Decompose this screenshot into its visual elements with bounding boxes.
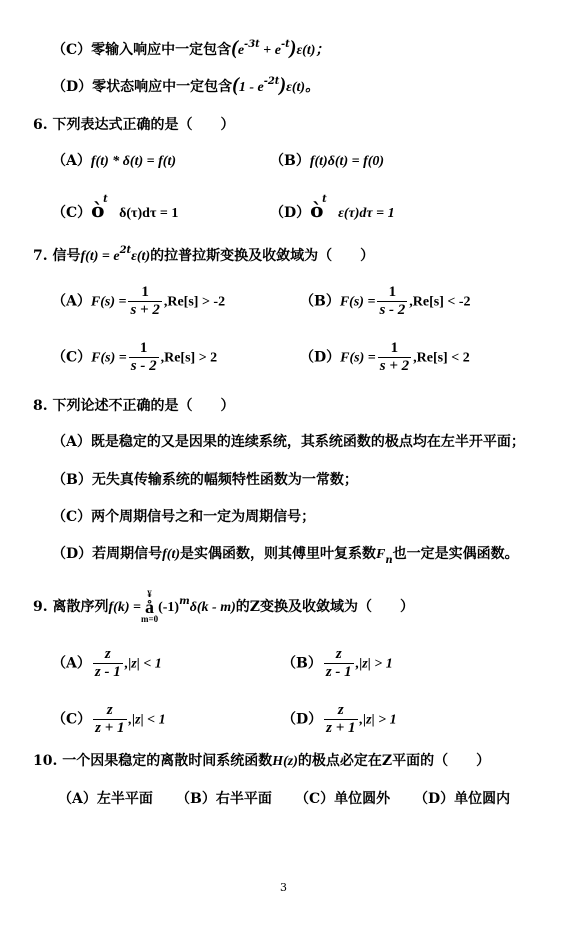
q9-option-d: （D） $\frac{z}{z + 1}$ ,|z| > 1 — [282, 702, 397, 736]
q7-option-a: （A）F(s) = $\frac{1}{s + 2}$ ,Re[s] > -2 — [52, 284, 226, 318]
q7-stem: 7. 信号$f(t) = e^{2t}\varepsilon(t)$的拉普拉斯变换及收敛域为（ ） — [33, 245, 375, 264]
q9-stem: 9. 离散序列f(k) =¥ å $m=0(-1)^m\delta(k - m)$的Z变换及收敛域为（ ） — [33, 589, 414, 624]
fraction: $\frac{1}{s - 2}$ — [379, 284, 406, 318]
q8-stem: 8. 下列论述不正确的是（ ） — [33, 398, 235, 414]
fraction: $\frac{1}{s + 2}$ — [379, 340, 410, 374]
q6-option-d: （D）ò t ε(τ)dτ = 1 — [270, 194, 395, 222]
q10-option-c: （C）单位圆外 — [295, 791, 391, 807]
q8-option-d: （D）若周期信号f(t)是实偶函数，则其傅里叶复系数$F_n$也一定是实偶函数。 — [52, 546, 519, 566]
integral-symbol: ò t — [91, 194, 108, 222]
fraction: $\frac{z}{z - 1}$ — [94, 646, 121, 680]
q10-stem: 10. 一个因果稳定的离散时间系统函数H(z)的极点必定在Z平面的（ ） — [33, 753, 491, 769]
q8-option-c: （C）两个周期信号之和一定为周期信号； — [52, 509, 316, 525]
q9-option-b: （B） $\frac{z}{z - 1}$ ,|z| > 1 — [282, 646, 393, 680]
fraction: $\frac{1}{s - 2}$ — [130, 340, 157, 374]
fraction: $\frac{1}{s + 2}$ — [130, 284, 160, 318]
fraction: $\frac{z}{z + 1}$ — [95, 702, 125, 736]
q5-option-d: （D）零状态响应中一定包含$(1 - e^{-2t})\varepsilon(t)$。 — [52, 74, 320, 96]
q6-option-b: （B）f(t)δ(t) = f(0) — [270, 153, 385, 169]
q8-option-a: （A）既是稳定的又是因果的连续系统，其系统函数的极点均在左半开平面； — [52, 434, 525, 450]
page-number: 3 — [280, 881, 287, 894]
q9-option-c: （C） $\frac{z}{z + 1}$ ,|z| < 1 — [52, 702, 166, 736]
q7-option-b: （B）F(s) = $\frac{1}{s - 2}$ ,Re[s] < -2 — [300, 284, 471, 318]
q7-option-d: （D）F(s) = $\frac{1}{s + 2}$ ,Re[s] < 2 — [300, 340, 470, 374]
fraction: $\frac{z}{z + 1}$ — [326, 702, 356, 736]
q8-option-b: （B）无失真传输系统的幅频特性函数为一常数； — [52, 472, 358, 488]
q7-option-c: （C）F(s) = $\frac{1}{s - 2}$ ,Re[s] > 2 — [52, 340, 218, 374]
q10-option-a: （A）左半平面 — [58, 791, 153, 807]
q9-option-a: （A） $\frac{z}{z - 1}$ ,|z| < 1 — [52, 646, 162, 680]
fraction: $\frac{z}{z - 1}$ — [325, 646, 352, 680]
summation-symbol: ¥ å m=0 — [140, 589, 159, 624]
integral-symbol: ò t — [310, 194, 327, 222]
q10-option-b: （B）右半平面 — [176, 791, 272, 807]
q5-option-c: （C）零输入响应中一定包含$(e^{-3t} + e^{-t})\varepsilon(t)$； — [52, 37, 330, 59]
q10-option-d: （D）单位圆内 — [414, 791, 511, 807]
q6-option-c: （C）ò t δ(τ)dτ = 1 — [52, 194, 179, 222]
q6-stem: 6. 下列表达式正确的是（ ） — [33, 117, 235, 133]
q6-option-a: （A）f(t) * δ(t) = f(t) — [52, 153, 176, 169]
